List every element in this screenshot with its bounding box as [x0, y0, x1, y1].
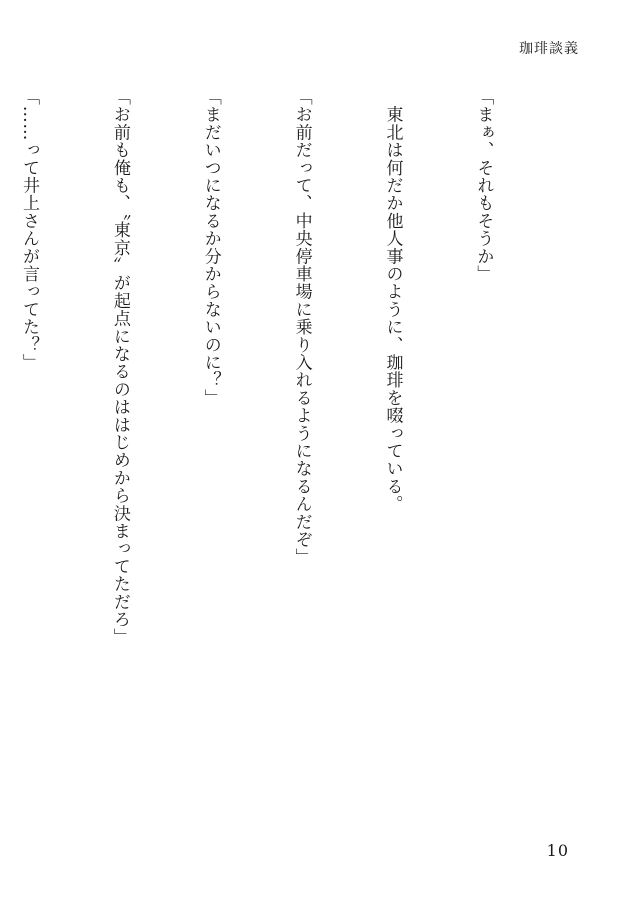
page-number: 10 [546, 841, 569, 860]
body-text [0, 88, 559, 818]
running-title: 珈琲談義 [519, 41, 579, 57]
text-line: 東北は何だか他人事のように、珈琲を啜っている。 [382, 88, 403, 513]
text-line: 「まだいつになるか分からないのに？」 [200, 88, 221, 407]
text-line: 「……って井上さんが言ってた？」 [18, 88, 39, 372]
text-line: 「お前だって、中央停車場に乗り入れるようになるんだぞ」 [291, 88, 312, 566]
text-line: 「まぁ、それもそうか」 [473, 88, 494, 283]
text-line: 「お前も俺も、〝東京〟が起点になるのははじめから決まってただろ」 [109, 88, 130, 646]
